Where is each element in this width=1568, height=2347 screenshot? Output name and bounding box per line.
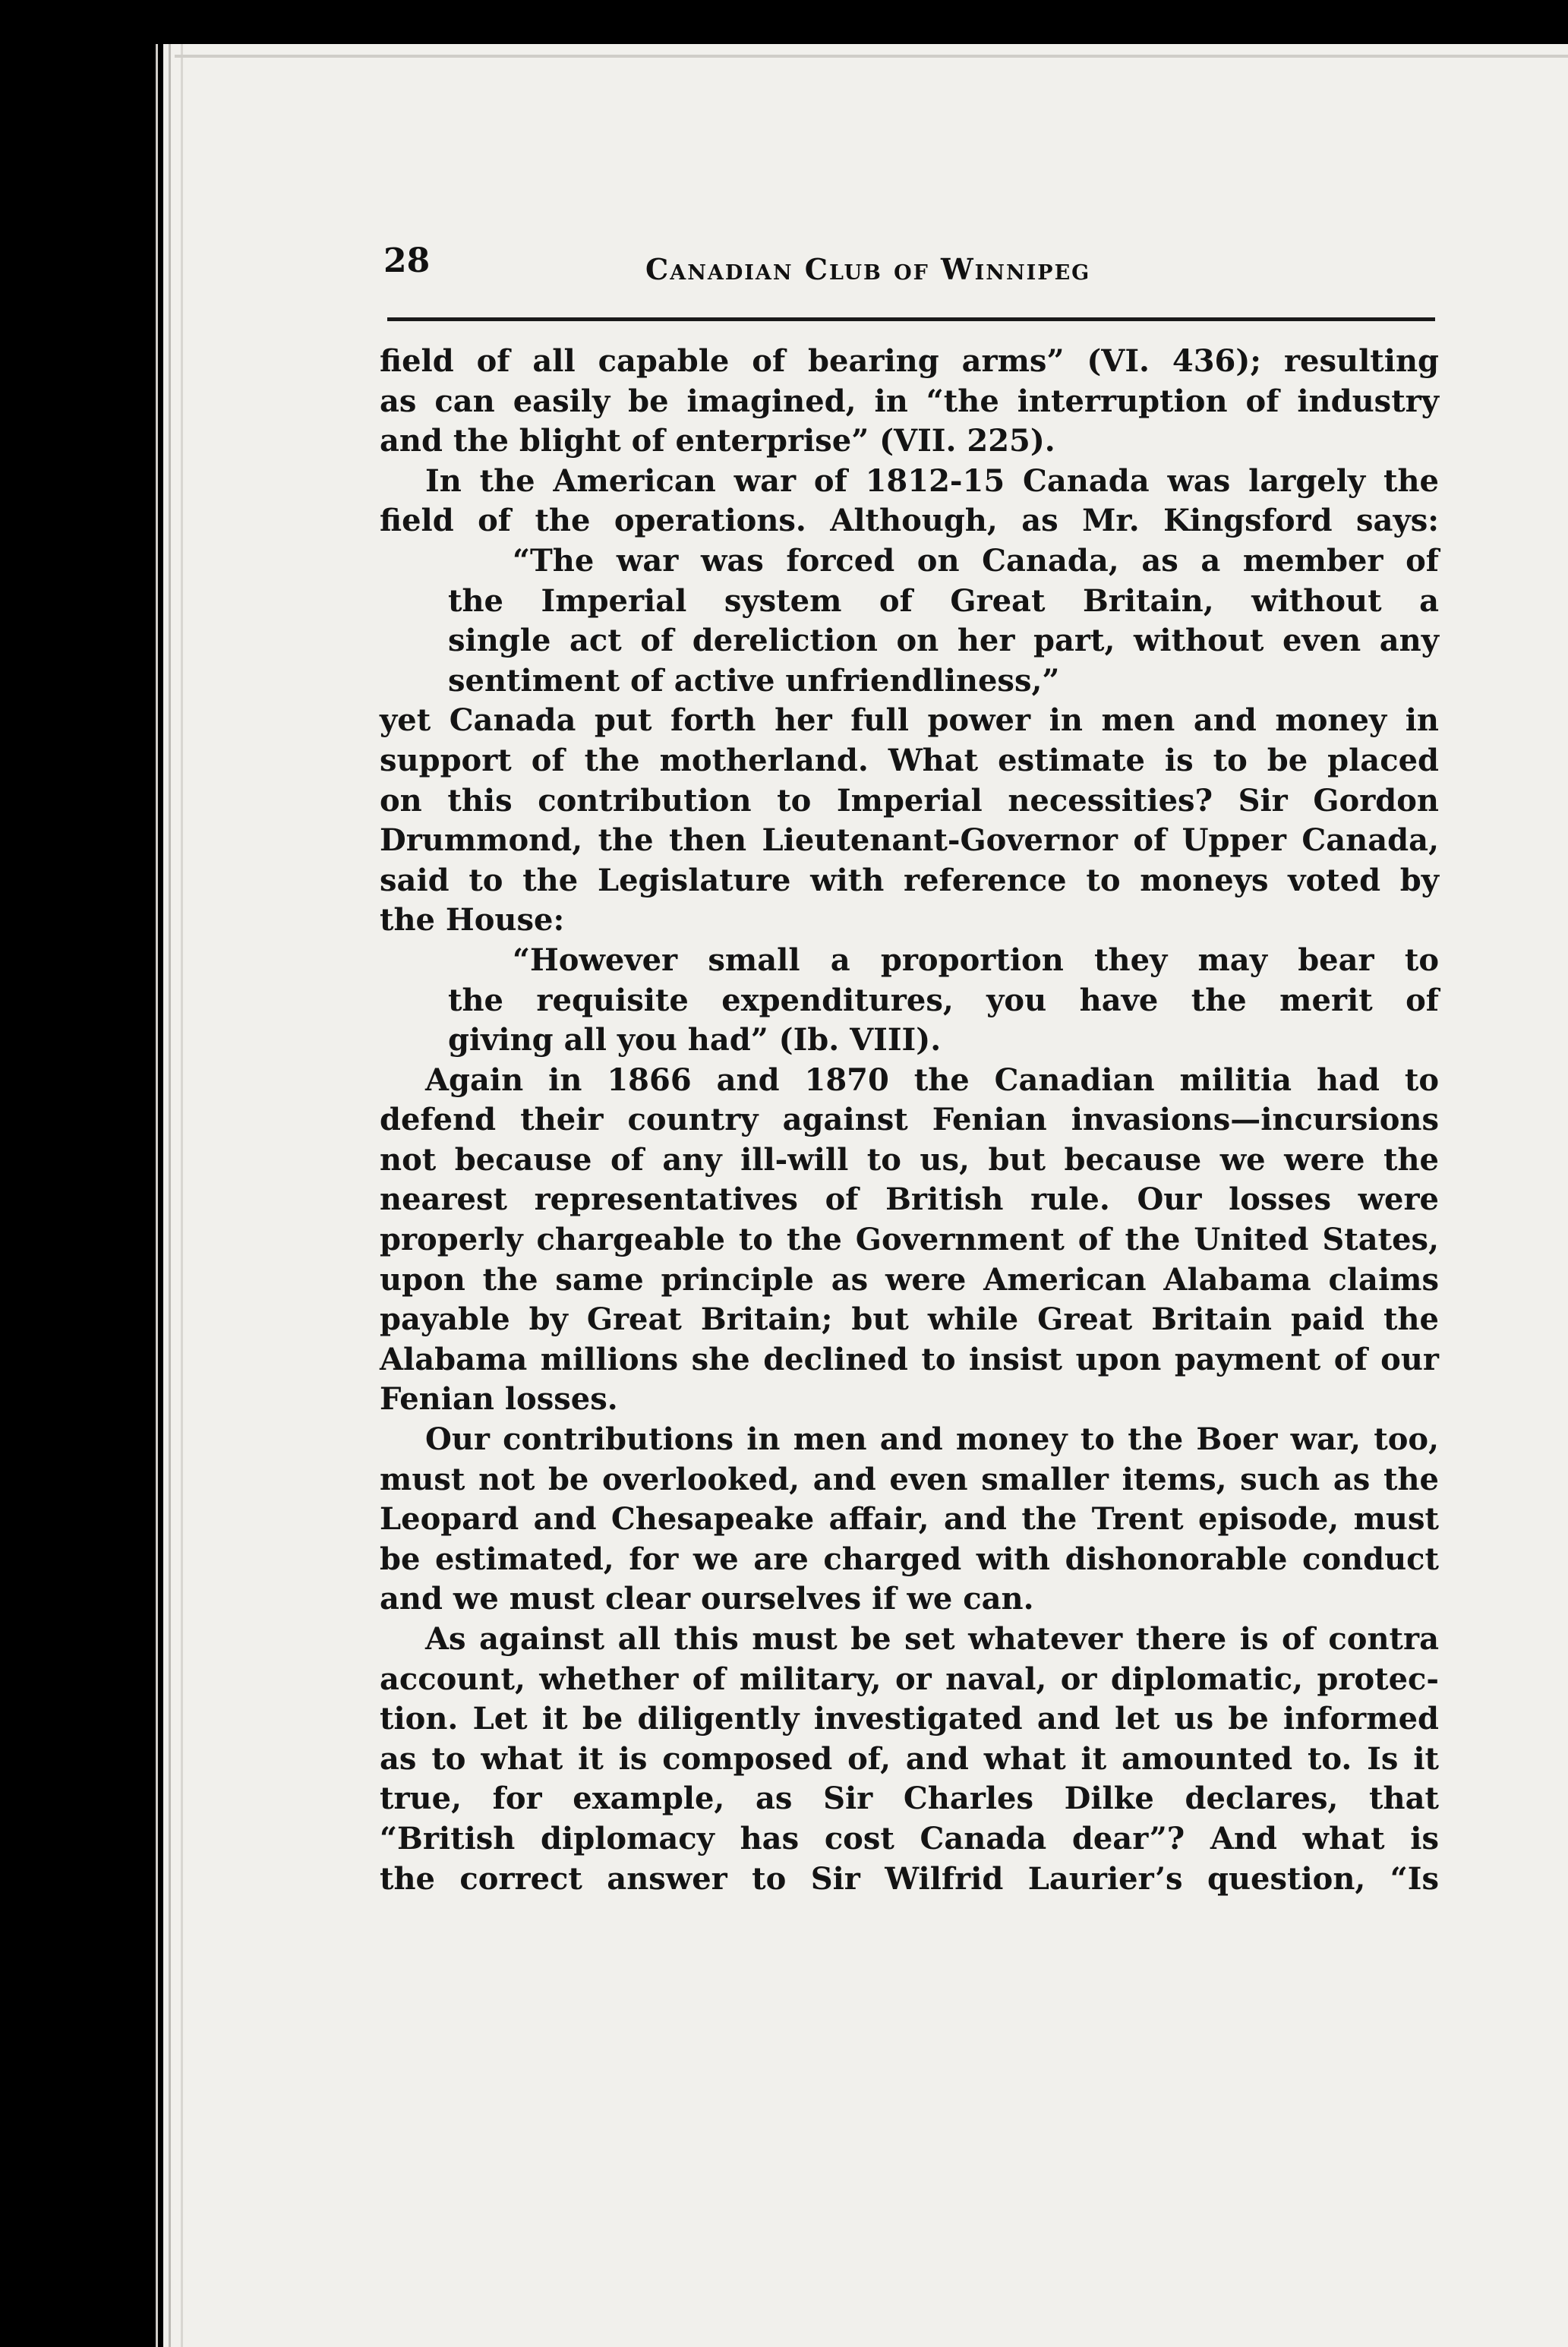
block-quote-line: “The war was forced on Canada, as a member of [513,542,1439,579]
text-line: and the blight of enterprise” (VII. 225). [380,423,1055,459]
text-line: defend their country against Fenian invasions—incursions [380,1102,1439,1138]
text-line: be estimated, for we are charged with dishonorable conduct [380,1541,1439,1577]
block-quote-line: the Imperial system of Great Britain, without a [448,582,1439,619]
block-quote-line: sentiment of active unfriendliness,” [448,662,1060,699]
running-title: Canadian Club of Winnipeg [645,252,1091,286]
text-line: Fenian losses. [380,1381,618,1418]
text-line: As against all this must be set whatever there is of contra [425,1621,1439,1657]
text-line: nearest representatives of British rule. Our losses were [380,1181,1439,1218]
page-top-edge [175,55,1568,58]
text-line-italic-names: Leopard and Chesapeake affair, and the Trent episode, must [380,1501,1439,1538]
text-line: said to the Legislature with reference to moneys voted by [380,862,1439,898]
running-head [383,241,1439,295]
page-edge [181,44,183,2347]
text-line: properly chargeable to the Government of the United States, [380,1222,1439,1258]
text-line: payable by Great Britain; but while Great Britain paid the [380,1301,1439,1338]
text-line: on this contribution to Imperial necessities? Sir Gordon [380,782,1439,819]
body-text [380,342,1439,1899]
page-number: 28 [383,241,431,280]
text-line: true, for example, as Sir Charles Dilke declares, that [380,1781,1439,1817]
block-quote-line: single act of dereliction on her part, without even any [448,623,1439,659]
text-line: field of all capable of bearing arms” (VI. 436); resulting [380,343,1439,379]
text-line: Alabama millions she declined to insist upon payment of our [380,1341,1439,1377]
text-line: and we must clear ourselves if we can. [380,1581,1034,1617]
text-line: support of the motherland. What estimate is to be placed [380,742,1439,778]
text-line: Again in 1866 and 1870 the Canadian militia had to [425,1062,1439,1098]
text-line: field of the operations. Although, as Mr. Kingsford says: [380,503,1439,539]
text-line: the correct answer to Sir Wilfrid Laurier’s question, “Is [380,1860,1439,1897]
block-quote-line: “However small a proportion they may bear to [513,942,1439,978]
text-line: tion. Let it be diligently investigated and let us be informed [380,1701,1439,1737]
page-edge [169,44,171,2347]
text-line: must not be overlooked, and even smaller items, such as the [380,1461,1439,1497]
text-line: not because of any ill-will to us, but because we were the [380,1141,1439,1178]
header-rule [387,317,1435,321]
text-line: the House: [380,902,565,938]
text-line: In the American war of 1812-15 Canada was largely the [425,462,1439,499]
page-edge [156,44,158,2347]
block-quote-line: the requisite expenditures, you have the merit of [448,982,1439,1018]
block-quote-line: giving all you had” (Ib. VIII). [448,1022,942,1058]
text-line: Drummond, the then Lieutenant-Governor of Upper Canada, [380,822,1439,859]
text-line: as to what it is composed of, and what it amounted to. Is it [380,1740,1439,1777]
text-line: as can easily be imagined, in “the interruption of industry [380,383,1439,419]
text-line: account, whether of military, or naval, or diplomatic, protec- [380,1661,1439,1697]
text-line: upon the same principle as were American Alabama claims [380,1261,1439,1298]
text-line: “British diplomacy has cost Canada dear”? And what is [380,1820,1439,1856]
text-line: yet Canada put forth her full power in men and money in [380,702,1439,739]
text-line: Our contributions in men and money to the Boer war, too, [425,1421,1439,1458]
